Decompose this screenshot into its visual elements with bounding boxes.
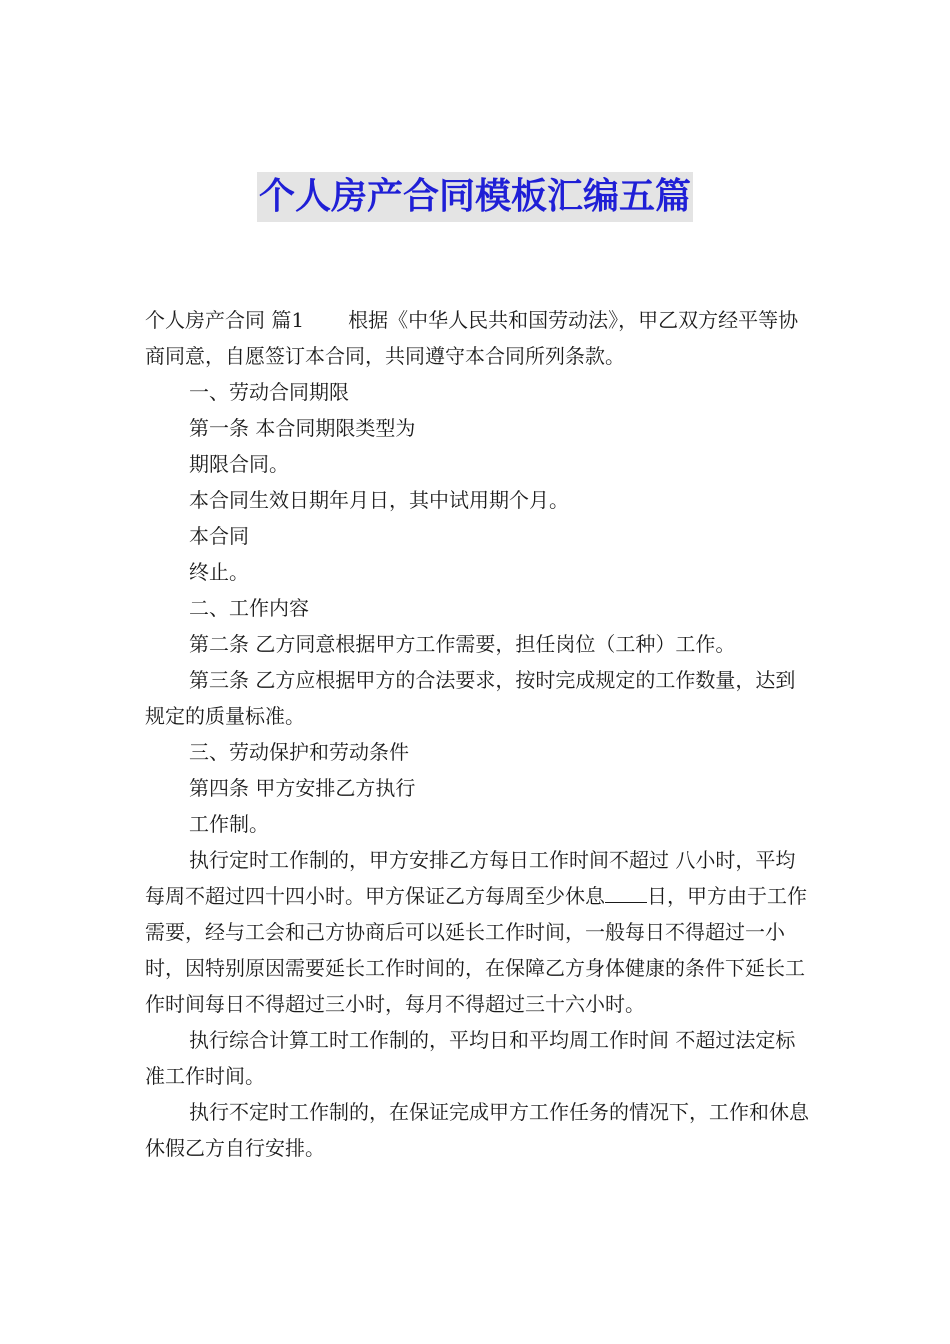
rest-text-after: 日，甲方由于工作需要，经与工会和己方协商后可以延长工作时间，一般每日不得超过一小时，因特别原因需要延长工作时间的，在保障乙方身体健康的条件下延长工作时间每日不得超过三小时，每月不得超过三十六小时。 bbox=[145, 884, 807, 1016]
rest-paragraph bbox=[145, 842, 809, 1022]
closing-paragraph-1: 执行综合计算工时工作制的，平均日和平均周工作时间 不超过法定标准工作时间。 bbox=[145, 1028, 796, 1088]
document-title: 个人房产合同模板汇编五篇 bbox=[257, 172, 693, 222]
paragraph-11: 第四条 甲方安排乙方执行 bbox=[189, 776, 416, 800]
closing-paragraph-2: 执行不定时工作制的，在保证完成甲方工作任务的情况下，工作和休息休假乙方自行安排。 bbox=[145, 1100, 809, 1160]
paragraph-10: 三、劳动保护和劳动条件 bbox=[189, 740, 409, 764]
paragraph-9: 第三条 乙方应根据甲方的合法要求，按时完成规定的工作数量，达到规定的质量标准。 bbox=[145, 668, 796, 728]
paragraph-2: 第一条 本合同期限类型为 bbox=[189, 416, 416, 440]
paragraph-4: 本合同生效日期年月日，其中试用期个月。 bbox=[189, 488, 569, 512]
document-body bbox=[145, 302, 809, 1166]
paragraph-7: 二、工作内容 bbox=[189, 596, 309, 620]
intro-text: 根据《中华人民共和国劳动法》，甲乙双方经平等协商同意，自愿签订本合同，共同遵守本合同所列条款。 bbox=[145, 308, 799, 368]
rest-text-before: 执行定时工作制的，甲方安排乙方每日工作时间不超过 八小时，平均每周不超过四十四小时。甲方保证乙方每周至少休息 bbox=[145, 848, 796, 908]
paragraph-12: 工作制。 bbox=[189, 812, 269, 836]
paragraph-3: 期限合同。 bbox=[189, 452, 289, 476]
title-container bbox=[0, 172, 950, 222]
paragraph-1: 一、劳动合同期限 bbox=[189, 380, 349, 404]
paragraph-5: 本合同 bbox=[189, 524, 249, 548]
intro-paragraph bbox=[145, 302, 809, 374]
fill-in-blank bbox=[605, 884, 647, 903]
section-heading: 个人房产合同 篇1 bbox=[145, 308, 305, 332]
paragraph-6: 终止。 bbox=[189, 560, 249, 584]
paragraph-8: 第二条 乙方同意根据甲方工作需要，担任岗位（工种）工作。 bbox=[189, 632, 736, 656]
